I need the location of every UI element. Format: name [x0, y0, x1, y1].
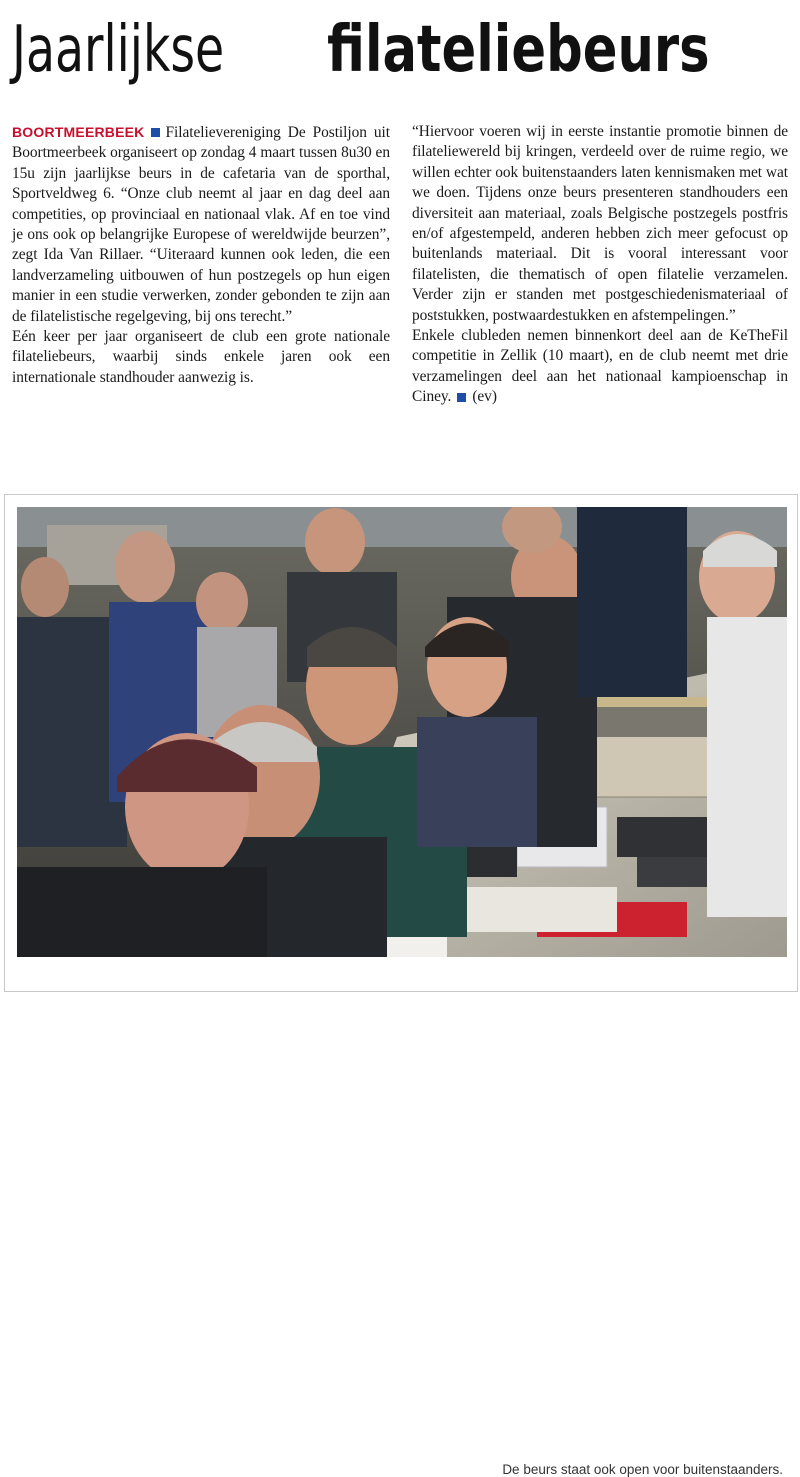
- article-paragraph: [12, 122, 390, 327]
- headline-light: Jaarlijkse: [12, 13, 225, 87]
- article-paragraph: “Hiervoor voeren wij in eerste instantie promotie binnen de filateliewereld bij kringen, verdeeld over de ruime regio, we willen echter ook buitenstaanders laten kennismaken met wat we doen. Tijdens onze beurs presenteren standhouders een diversiteit aan materiaal, zoals Belgische postzegels postfris en/of afgestempeld, anderen hebben zich meer gefocust op buitenlands materiaal. Dit is vooral interessant voor filatelisten, die thematisch of open filatelie verzamelen. Verder zijn er standen met postgeschiedenismateriaal of poststukken, postwaardestukken en afstempelingen.”: [412, 123, 788, 324]
- article-paragraph: [412, 326, 788, 408]
- signature: (ev): [472, 388, 497, 406]
- paragraph-text: Enkele clubleden nemen binnenkort deel aan de KeTheFil competitie in Zellik (10 maart), en de club neemt met drie verzamelingen deel aan het nationaal kampioenschap in Ciney.: [412, 327, 788, 406]
- article-paragraph: Eén keer per jaar organiseert de club een grote nationale filateliebeurs, waarbij sinds enkele jaren ook een internationale standhouder aanwezig is.: [12, 328, 390, 386]
- headline: [12, 0, 792, 105]
- stamp-fair-photo: [17, 507, 787, 957]
- article-column-right: [412, 122, 788, 408]
- photo-caption: De beurs staat ook open voor buitenstaanders.: [502, 1462, 783, 1477]
- dateline: BOORTMEERBEEK: [12, 124, 145, 140]
- bullet-icon: [151, 128, 160, 137]
- photo-frame: [4, 494, 798, 1477]
- photo-credit: © GRF: [17, 1368, 28, 1400]
- end-bullet-icon: [457, 393, 466, 402]
- article-column-left: [12, 122, 390, 388]
- paragraph-text: Filatelievereniging De Postiljon uit Boortmeerbeek organiseert op zondag 4 maart tussen 8u30 en 15u zijn jaarlijkse beurs in de cafetaria van de sporthal, Sportveldweg 6. “Onze club neemt al jaar en dag deel aan competities, op provinciaal en nationaal vlak. Af en toe vind je ons ook op belangrijke Europese of wereldwijde beurzen”, zegt Ida Van Rillaer. “Uiteraard kunnen ook leden, die een landverzameling uitbouwen of hun postzegels op hun eigen manier in een studie verwerken, zonder gebonden te zijn aan de filatelistische regelgeving, bij ons terecht.”: [12, 124, 390, 325]
- headline-bold: filateliebeurs: [327, 13, 710, 87]
- article-body: [12, 122, 788, 490]
